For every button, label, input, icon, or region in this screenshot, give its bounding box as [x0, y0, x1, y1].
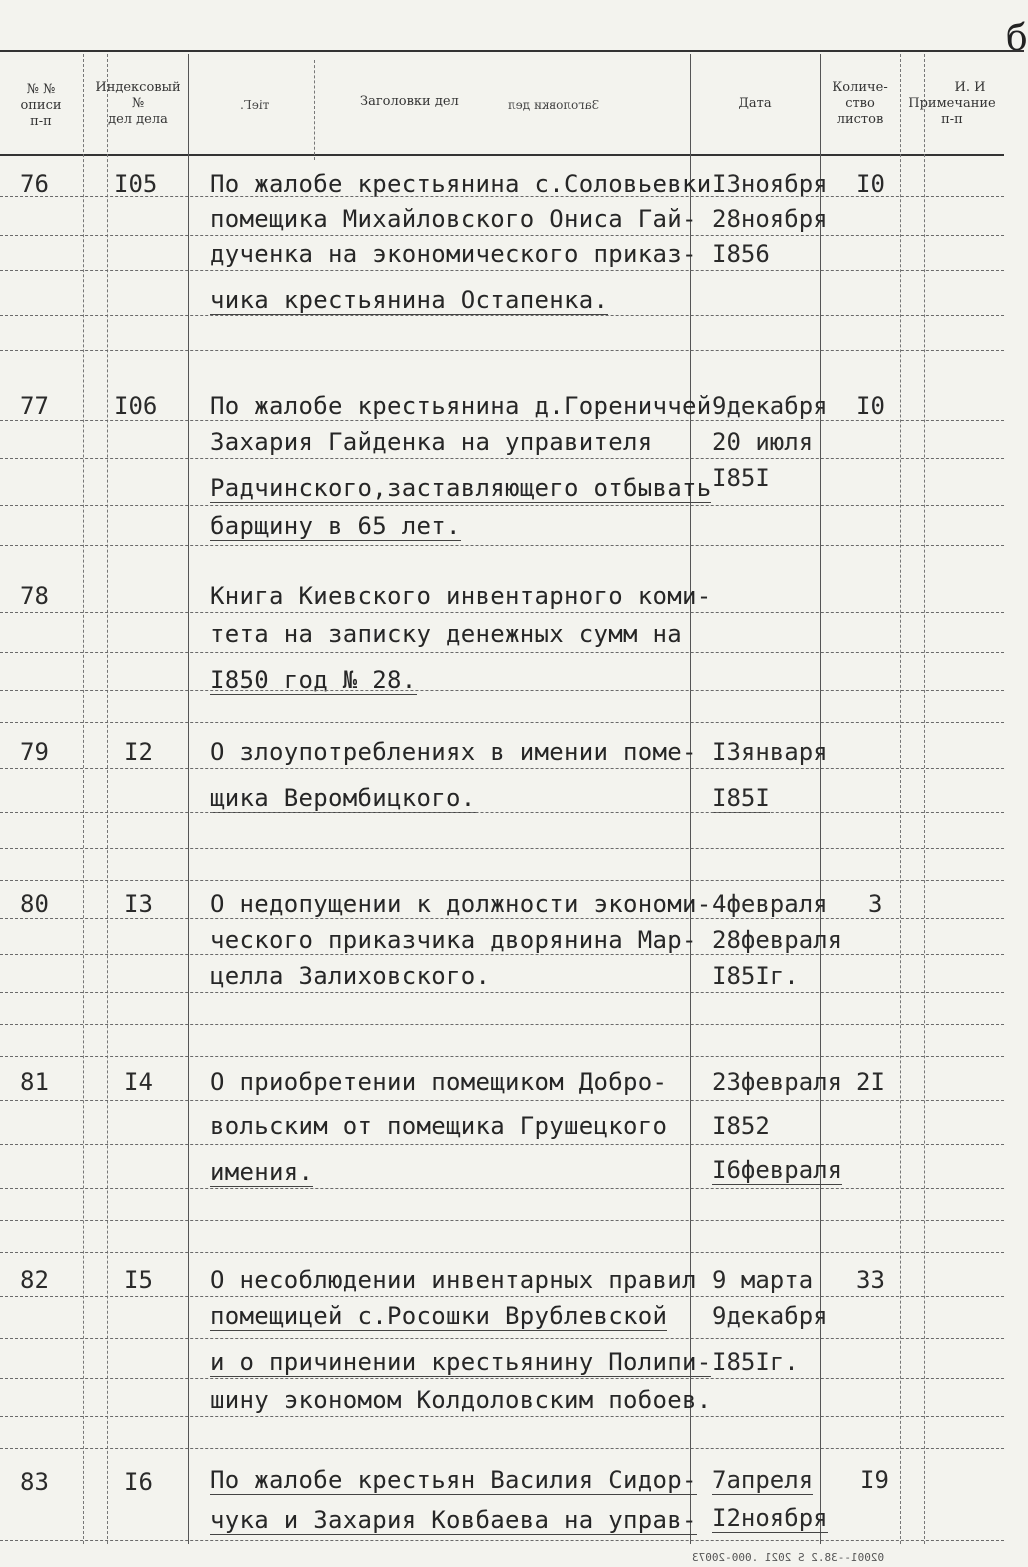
row-sheet-count: 2I — [856, 1068, 885, 1096]
row-index: I05 — [114, 170, 158, 198]
row-rule — [0, 1144, 1004, 1145]
row-date: 28ноября — [712, 205, 828, 233]
header-col-index: Индексовый № дел дела — [95, 80, 181, 127]
row-rule — [0, 812, 1004, 813]
row-title-line: Захария Гайденка на управителя — [210, 428, 653, 456]
row-date: 9декабря — [712, 392, 828, 420]
row-index: I6 — [124, 1468, 153, 1496]
header-col-title: Заголовки дел — [360, 94, 459, 109]
row-rule — [0, 768, 1004, 769]
row-title-line: помещика Михайловского Ониса Гай- — [210, 205, 697, 233]
col-divider-header-mid — [314, 60, 315, 160]
row-title-line: имения. — [210, 1158, 314, 1186]
row-sheet-count: 3 — [868, 890, 883, 918]
row-number: 80 — [20, 890, 49, 918]
row-date: I85Iг. — [712, 962, 799, 990]
row-rule — [0, 196, 1004, 197]
row-date: 9 марта — [712, 1266, 814, 1294]
row-title-line: щика Веромбицкого. — [210, 784, 476, 812]
header-top-rule — [0, 50, 1024, 52]
header-bottom-rule — [0, 154, 1004, 156]
row-title-line: чика крестьянина Остапенка. — [210, 286, 609, 314]
col-divider-count — [900, 54, 901, 1544]
row-title-line: I850 год № 28. — [210, 666, 417, 694]
row-rule — [0, 1448, 1004, 1449]
header-col-date: Дата — [738, 96, 772, 111]
row-title-line: помещицей с.Росошки Врублевской — [210, 1302, 668, 1330]
row-title-line: По жалобе крестьянина д.Горениччей — [210, 392, 712, 420]
row-sheet-count: I9 — [860, 1466, 889, 1494]
header-col-title-mirror: Заголовки дел — [508, 98, 600, 112]
row-rule — [0, 545, 1004, 546]
row-date: 28февраля — [712, 926, 843, 954]
row-rule — [0, 458, 1004, 459]
row-rule — [0, 1188, 1004, 1189]
row-rule — [0, 722, 1004, 723]
row-rule — [0, 1296, 1004, 1297]
row-date: I852 — [712, 1112, 770, 1140]
row-date: 20 июля — [712, 428, 814, 456]
row-title-line: шину экономом Колдоловским побоев. — [210, 1386, 712, 1414]
row-index: I2 — [124, 738, 153, 766]
row-title-line: барщину в 65 лет. — [210, 512, 461, 540]
row-title-line: О злоупотреблениях в имении поме- — [210, 738, 697, 766]
row-sheet-count: 33 — [856, 1266, 885, 1294]
row-index: I4 — [124, 1068, 153, 1096]
row-title-line: вольским от помещика Грушецкого — [210, 1112, 668, 1140]
header-col-note: Примечание п-п — [908, 96, 996, 127]
row-number: 79 — [20, 738, 49, 766]
row-date: I3ноября — [712, 170, 828, 198]
row-date: 4февраля — [712, 890, 828, 918]
row-date: 7апреля — [712, 1466, 814, 1494]
row-rule — [0, 1100, 1004, 1101]
row-number: 83 — [20, 1468, 49, 1496]
row-number: 81 — [20, 1068, 49, 1096]
row-index: I3 — [124, 890, 153, 918]
row-rule — [0, 505, 1004, 506]
row-title-line: По жалобе крестьян Василия Сидор- — [210, 1466, 697, 1494]
row-number: 82 — [20, 1266, 49, 1294]
row-title-line: Книга Киевского инвентарного коми- — [210, 582, 712, 610]
row-date: I85I — [712, 464, 770, 492]
row-index: I06 — [114, 392, 158, 420]
row-date: I85Iг. — [712, 1348, 799, 1376]
row-date: I6февраля — [712, 1156, 843, 1184]
corner-handwritten-mark: б — [1006, 18, 1028, 59]
row-title-line: По жалобе крестьянина с.Соловьевки — [210, 170, 712, 198]
row-rule — [0, 1416, 1004, 1417]
row-rule — [0, 612, 1004, 613]
row-date: 9декабря — [712, 1302, 828, 1330]
col-divider-index — [188, 54, 189, 1544]
col-divider-title — [690, 54, 691, 1544]
row-title-line: О несоблюдении инвентарных правил — [210, 1266, 697, 1294]
row-number: 77 — [20, 392, 49, 420]
row-title-line: и о причинении крестьянину Полипи- — [210, 1348, 712, 1376]
row-sheet-count: I0 — [856, 170, 885, 198]
row-date: I85I — [712, 784, 770, 812]
row-rule — [0, 918, 1004, 919]
row-rule — [0, 270, 1004, 271]
row-rule — [0, 1056, 1004, 1057]
row-title-line: целла Залиховского. — [210, 962, 491, 990]
row-rule — [0, 1338, 1004, 1339]
header-col-marks: И. И — [954, 80, 986, 95]
row-rule — [0, 992, 1004, 993]
row-rule — [0, 235, 1004, 236]
row-rule — [0, 1024, 1004, 1025]
row-title-line: тета на записку денежных сумм на — [210, 620, 682, 648]
row-title-line: О приобретении помещиком Добро- — [210, 1068, 668, 1096]
row-date: 23февраля — [712, 1068, 843, 1096]
row-rule — [0, 1252, 1004, 1253]
row-rule — [0, 1540, 1004, 1541]
row-rule — [0, 1378, 1004, 1379]
header-col-title-mirror-fragment: тіеГ. — [240, 98, 270, 112]
row-index: I5 — [124, 1266, 153, 1294]
col-divider-index-left — [107, 54, 108, 1544]
row-title-line: О недопущении к должности экономи- — [210, 890, 712, 918]
row-rule — [0, 350, 1004, 351]
row-title-line: чука и Захария Ковбаева на управ- — [210, 1506, 697, 1534]
row-rule — [0, 652, 1004, 653]
row-sheet-count: I0 — [856, 392, 885, 420]
row-date: I856 — [712, 240, 770, 268]
row-rule — [0, 848, 1004, 849]
row-rule — [0, 690, 1004, 691]
row-title-line: дученка на экономического приказ- — [210, 240, 697, 268]
header-col-count: Количе- ство листов — [832, 80, 888, 127]
col-divider-note — [924, 54, 925, 1544]
row-date: I3января — [712, 738, 828, 766]
footer-stamp: 02001--38.2 S 2021 .000-20073 — [692, 1551, 885, 1564]
row-rule — [0, 880, 1004, 881]
row-title-line: Радчинского,заставляющего отбывать — [210, 474, 712, 502]
row-rule — [0, 954, 1004, 955]
row-rule — [0, 315, 1004, 316]
row-number: 76 — [20, 170, 49, 198]
row-rule — [0, 1220, 1004, 1221]
row-rule — [0, 420, 1004, 421]
row-title-line: ческого приказчика дворянина Мар- — [210, 926, 697, 954]
col-divider-num — [83, 54, 84, 1544]
row-date: I2ноября — [712, 1504, 828, 1532]
header-col-num: № № описи п-п — [20, 82, 62, 129]
row-number: 78 — [20, 582, 49, 610]
